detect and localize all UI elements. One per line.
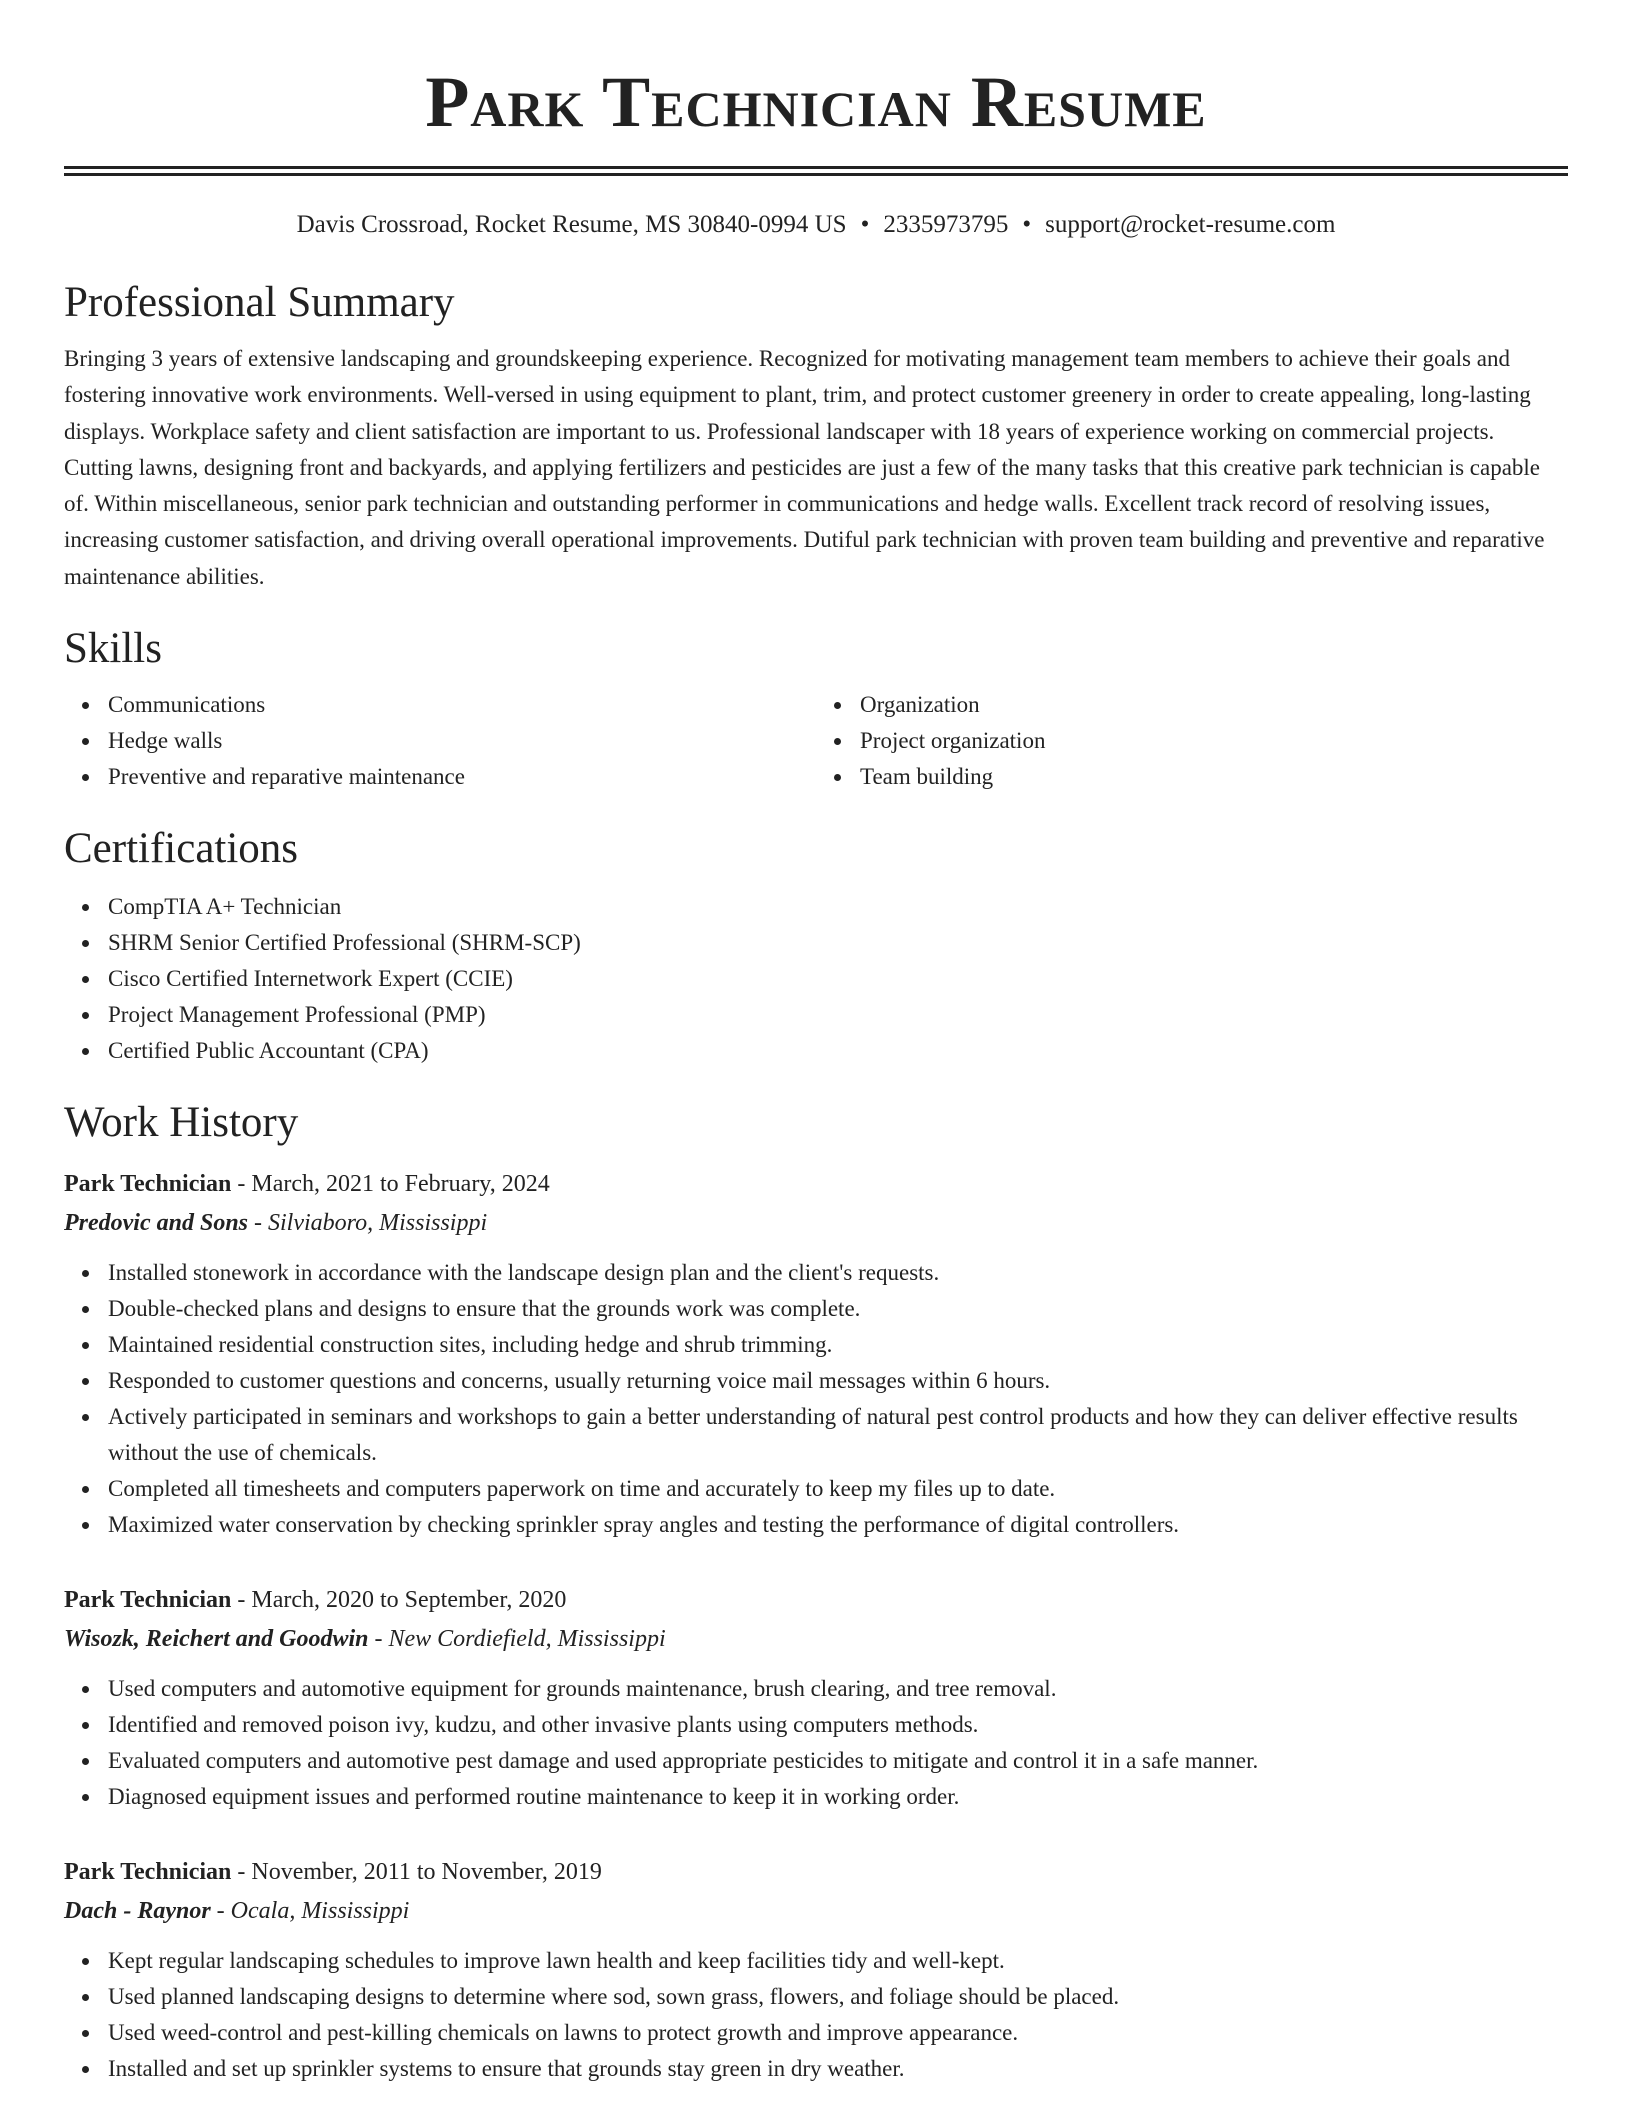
contact-line xyxy=(64,209,1568,241)
title-divider xyxy=(64,166,1568,176)
skills-column-left xyxy=(64,687,816,795)
job-company: Dach - Raynor xyxy=(64,1898,211,1925)
certification-item: Certified Public Accountant (CPA) xyxy=(108,1033,1568,1069)
skill-item: Project organization xyxy=(860,723,1568,759)
job-bullet: Installed stonework in accordance with the landscape design plan and the client's requests. xyxy=(108,1255,1568,1291)
job-bullet: Actively participated in seminars and workshops to gain a better understanding of natural pest control products and how they can deliver effective results without the use of chemicals. xyxy=(108,1399,1568,1471)
job-bullets xyxy=(64,1943,1568,2087)
job-location: - New Cordiefield, Mississippi xyxy=(368,1626,666,1653)
job-company-line xyxy=(64,1891,1568,1931)
job-company: Wisozk, Reichert and Goodwin xyxy=(64,1626,369,1653)
job-dates: - November, 2011 to November, 2019 xyxy=(231,1859,602,1886)
summary-heading: Professional Summary xyxy=(64,279,455,326)
job-bullet: Used weed-control and pest-killing chemicals on lawns to protect growth and improve appearance. xyxy=(108,2015,1568,2051)
job-bullet: Maintained residential construction sites, including hedge and shrub trimming. xyxy=(108,1327,1568,1363)
skill-item: Communications xyxy=(108,687,816,723)
job-bullet: Kept regular landscaping schedules to improve lawn health and keep facilities tidy and well-kept. xyxy=(108,1943,1568,1979)
certification-item: Cisco Certified Internetwork Expert (CCIE) xyxy=(108,961,1568,997)
job-bullet: Maximized water conservation by checking sprinkler spray angles and testing the performance of digital controllers. xyxy=(108,1507,1568,1543)
job-dates: - March, 2021 to February, 2024 xyxy=(231,1171,550,1198)
job-bullet: Evaluated computers and automotive pest damage and used appropriate pesticides to mitigate and control it in a safe manner. xyxy=(108,1743,1568,1779)
skill-item: Hedge walls xyxy=(108,723,816,759)
job-bullet: Double-checked plans and designs to ensure that the grounds work was complete. xyxy=(108,1291,1568,1327)
job-title: Park Technician xyxy=(64,1171,232,1198)
work-history-heading: Work History xyxy=(64,1099,299,1147)
job-bullets xyxy=(64,1255,1568,1543)
job-title: Park Technician xyxy=(64,1587,232,1614)
skills-list xyxy=(64,687,1568,795)
summary-text: Bringing 3 years of extensive landscaping and groundskeeping experience. Recognized for motivating management team members to achieve their goals and fostering innovative work environments. Well-versed in using equipment to plant, trim, and protect customer greenery in order to create appealing, long-lasting displays. Workplace safety and client satisfaction are important to us. Professional landscaper with 18 years of experience working on commercial projects. Cutting lawns, designing front and backyards, and applying fertilizers and pesticides are just a few of the many tasks that this creative park technician is capable of. Within miscellaneous, senior park technician and outstanding performer in communications and hedge walls. Excellent track record of resolving issues, increasing customer satisfaction, and driving overall operational improvements. Dutiful park technician with proven team building and preventive and reparative maintenance abilities. xyxy=(64,346,1545,589)
job-location: - Ocala, Mississippi xyxy=(210,1898,410,1925)
contact-email: support@rocket-resume.com xyxy=(1045,211,1336,238)
job-entry xyxy=(64,1853,1568,2087)
job-bullets xyxy=(64,1671,1568,1815)
contact-phone: 2335973795 xyxy=(883,211,1009,238)
certifications-heading: Certifications xyxy=(64,825,299,873)
certification-item: SHRM Senior Certified Professional (SHRM-SCP) xyxy=(108,925,1568,961)
skill-item: Organization xyxy=(860,687,1568,723)
skill-item: Preventive and reparative maintenance xyxy=(108,759,816,795)
skills-heading: Skills xyxy=(64,625,162,673)
contact-separator: • xyxy=(1022,211,1032,238)
job-bullet: Installed and set up sprinkler systems to ensure that grounds stay green in dry weather. xyxy=(108,2051,1568,2087)
job-bullet: Used computers and automotive equipment for grounds maintenance, brush clearing, and tree removal. xyxy=(108,1671,1568,1707)
certifications-list xyxy=(64,889,1568,1069)
job-bullet: Responded to customer questions and concerns, usually returning voice mail messages within 6 hours. xyxy=(108,1363,1568,1399)
resume-page xyxy=(64,0,1568,2087)
contact-address: Davis Crossroad, Rocket Resume, MS 30840-0994 US xyxy=(296,211,847,238)
skill-item: Team building xyxy=(860,759,1568,795)
job-company-line xyxy=(64,1619,1568,1659)
job-title-line xyxy=(64,1853,1568,1891)
contact-separator: • xyxy=(860,211,870,238)
job-company: Predovic and Sons xyxy=(64,1210,249,1237)
job-location: - Silviaboro, Mississippi xyxy=(248,1210,488,1237)
job-title: Park Technician xyxy=(64,1859,232,1886)
job-bullet: Identified and removed poison ivy, kudzu, and other invasive plants using computers methods. xyxy=(108,1707,1568,1743)
job-entry xyxy=(64,1581,1568,1815)
job-bullet: Used planned landscaping designs to determine where sod, sown grass, flowers, and foliage should be placed. xyxy=(108,1979,1568,2015)
job-title-line xyxy=(64,1581,1568,1619)
job-bullet: Completed all timesheets and computers paperwork on time and accurately to keep my files up to date. xyxy=(108,1471,1568,1507)
job-title-line xyxy=(64,1165,1568,1203)
job-bullet: Diagnosed equipment issues and performed routine maintenance to keep it in working order. xyxy=(108,1779,1568,1815)
job-entry xyxy=(64,1165,1568,1543)
skills-column-right xyxy=(816,687,1568,795)
job-dates: - March, 2020 to September, 2020 xyxy=(231,1587,567,1614)
resume-title: Park Technician Resume xyxy=(425,62,1207,142)
certification-item: CompTIA A+ Technician xyxy=(108,889,1568,925)
job-company-line xyxy=(64,1203,1568,1243)
certification-item: Project Management Professional (PMP) xyxy=(108,997,1568,1033)
